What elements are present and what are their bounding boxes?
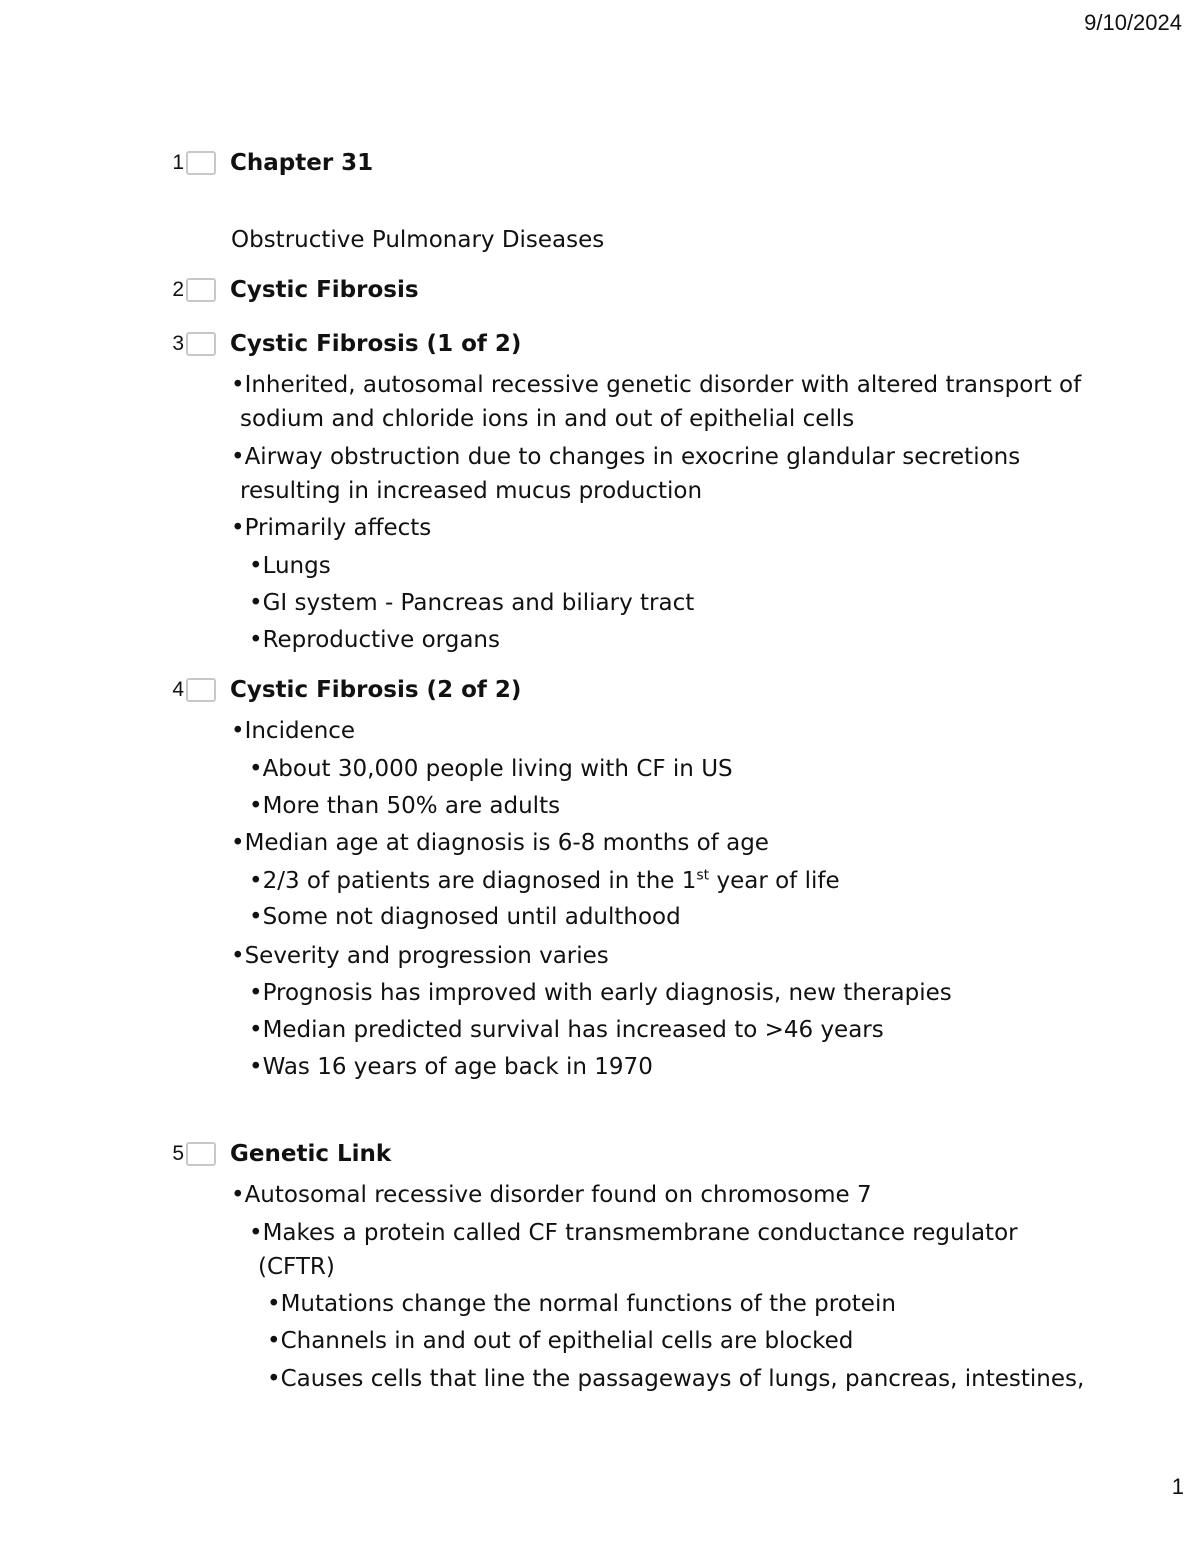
sub-sub-bullet-line: •Channels in and out of epithelial cells are blocked: [267, 1328, 854, 1354]
sub-bullet-line: •GI system - Pancreas and biliary tract: [249, 590, 695, 616]
bullet-line: sodium and chloride ions in and out of epithelial cells: [240, 406, 855, 432]
bullet-line: •Median age at diagnosis is 6-8 months of age: [231, 830, 769, 856]
superscript: st: [696, 867, 710, 884]
sub-bullet-line: •Lungs: [249, 553, 331, 579]
slide-number: 5: [172, 1142, 184, 1165]
sub-sub-bullet-line: •Causes cells that line the passageways of lungs, pancreas, intestines,: [267, 1366, 1085, 1392]
slide-number: 3: [172, 332, 184, 355]
slide-title: Chapter 31: [230, 150, 374, 176]
slide-number: 4: [172, 678, 184, 701]
slide-title: Cystic Fibrosis: [230, 277, 419, 303]
bullet-line: •Inherited, autosomal recessive genetic disorder with altered transport of: [231, 372, 1082, 398]
slide-3-header: [168, 331, 521, 357]
slide-thumbnail-box: [186, 332, 216, 356]
sub-bullet-line: (CFTR): [258, 1254, 335, 1280]
slide-thumbnail-box: [186, 151, 216, 175]
bullet-line: •Incidence: [231, 718, 356, 744]
sub-bullet-line: •More than 50% are adults: [249, 793, 561, 819]
slide-title: Cystic Fibrosis (1 of 2): [230, 331, 522, 357]
sub-bullet-line: [249, 867, 840, 895]
sub-bullet-line: •About 30,000 people living with CF in US: [249, 756, 733, 782]
bullet-line: •Autosomal recessive disorder found on chromosome 7: [231, 1182, 872, 1208]
slide-1-header: [168, 150, 373, 176]
slide-5-header: [168, 1141, 391, 1167]
slide-thumbnail-box: [186, 678, 216, 702]
bullet-line: •Severity and progression varies: [231, 943, 609, 969]
slide-4-header: [168, 677, 521, 703]
sub-sub-bullet-line: •Mutations change the normal functions of the protein: [267, 1291, 896, 1317]
slide-number: 2: [172, 278, 184, 301]
sub-bullet-line: •Makes a protein called CF transmembrane conductance regulator: [249, 1220, 1018, 1246]
bullet-line: •Primarily affects: [231, 515, 432, 541]
bullet-line: •Airway obstruction due to changes in exocrine glandular secretions: [231, 444, 1021, 470]
sub-bullet-line: •Reproductive organs: [249, 627, 500, 653]
sub-bullet-line: •Was 16 years of age back in 1970: [249, 1054, 653, 1080]
slide-thumbnail-box: [186, 1142, 216, 1166]
sub-bullet-line: •Prognosis has improved with early diagnosis, new therapies: [249, 980, 952, 1006]
text-part: year of life: [709, 868, 840, 894]
text-part: •2/3 of patients are diagnosed in the 1: [249, 868, 697, 894]
slide-title: Cystic Fibrosis (2 of 2): [230, 677, 522, 703]
sub-bullet-line: •Some not diagnosed until adulthood: [249, 904, 681, 930]
print-date: 9/10/2024: [1084, 10, 1182, 35]
slide-subtitle: Obstructive Pulmonary Diseases: [231, 227, 605, 253]
bullet-line: resulting in increased mucus production: [240, 478, 703, 504]
page-number: 1: [1171, 1474, 1184, 1499]
sub-bullet-line: •Median predicted survival has increased to >46 years: [249, 1017, 884, 1043]
slide-thumbnail-box: [186, 278, 216, 302]
slide-number: 1: [172, 151, 184, 174]
slide-title: Genetic Link: [230, 1141, 392, 1167]
slide-2-header: [168, 277, 419, 303]
